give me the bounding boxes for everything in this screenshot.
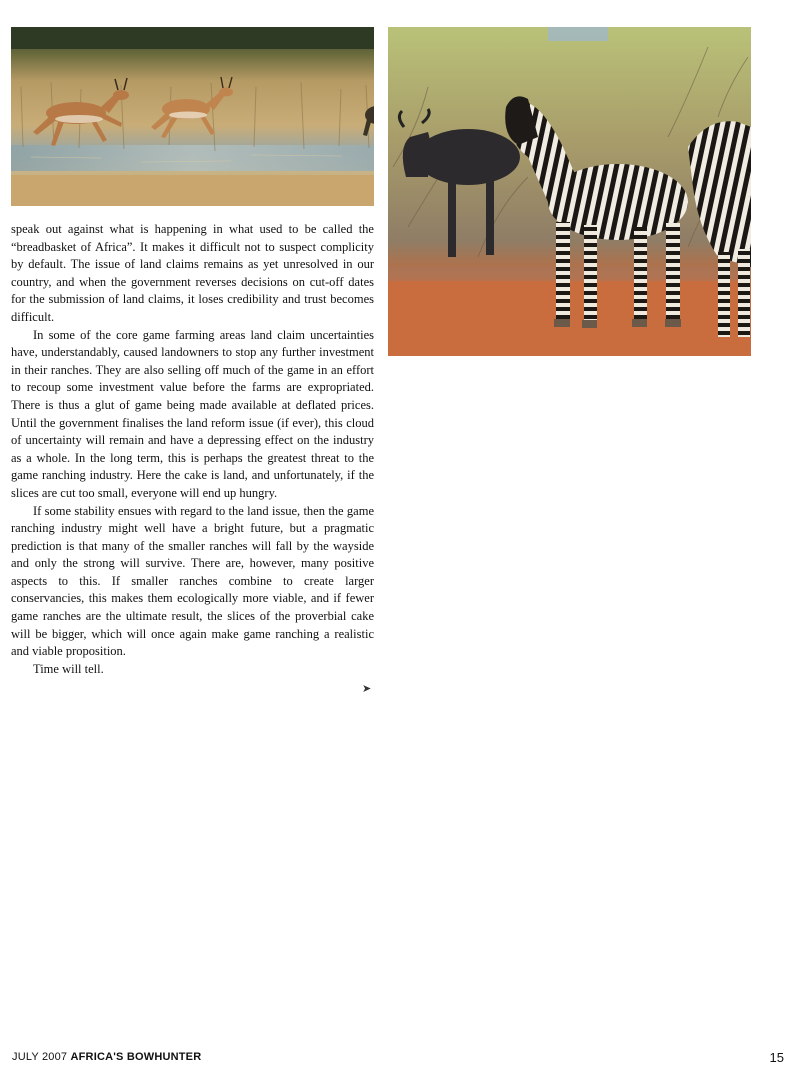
article-paragraph: In some of the core game farming areas land claim uncertainties have, understandably, caused landowners to stop any further investment in their ranches. They are also selling off much of the game in an effort to recoup some investment value before the farms are expropriated. There is thus a glut of game being made available at deflated prices. Until the government finalises the land reform issue (if ever), this cloud of uncertainty will remain and have a depressing effect on the industry as a whole. In the long term, this is perhaps the greatest threat to the game ranching industry. Here the cake is land, and unfortunately, if the slices are cut too small, everyone will end up hungry.: [11, 327, 374, 500]
article-paragraph: Time will tell.: [33, 661, 104, 676]
arrowhead-end-mark-icon: ➤: [362, 682, 372, 695]
footer-magazine-title: AFRICA'S BOWHUNTER: [70, 1051, 202, 1063]
photo-zebras-and-wildebeest: [388, 27, 751, 356]
page-number: 15: [769, 1050, 784, 1065]
photo-antelope-in-water: [11, 27, 374, 206]
footer-issue-date: JULY 2007: [12, 1051, 68, 1063]
article-paragraph: speak out against what is happening in what used to be called the “breadbasket of Africa”. It makes it difficult not to suspect complicity by default. The issue of land claims remains as yet unresolved in our country, and when the government reverses decisions on cut-off dates for the submission of land claims, it loses credibility and trust becomes difficult.: [11, 222, 374, 324]
article-text: [11, 221, 374, 678]
footer-issue-line: [12, 1051, 201, 1063]
article-paragraph: If some stability ensues with regard to the land issue, then the game ranching industry might well have a bright future, but a pragmatic prediction is that many of the smaller ranches will fall by the wayside and only the strong will survive. There are, however, many positive aspects to this. If smaller ranches combine to create larger conservancies, this makes them ecologically more viable, and if fewer game ranches are the ultimate result, the slices of the proverbial cake will be bigger, which will once again make game ranching a realistic and viable proposition.: [11, 503, 374, 659]
